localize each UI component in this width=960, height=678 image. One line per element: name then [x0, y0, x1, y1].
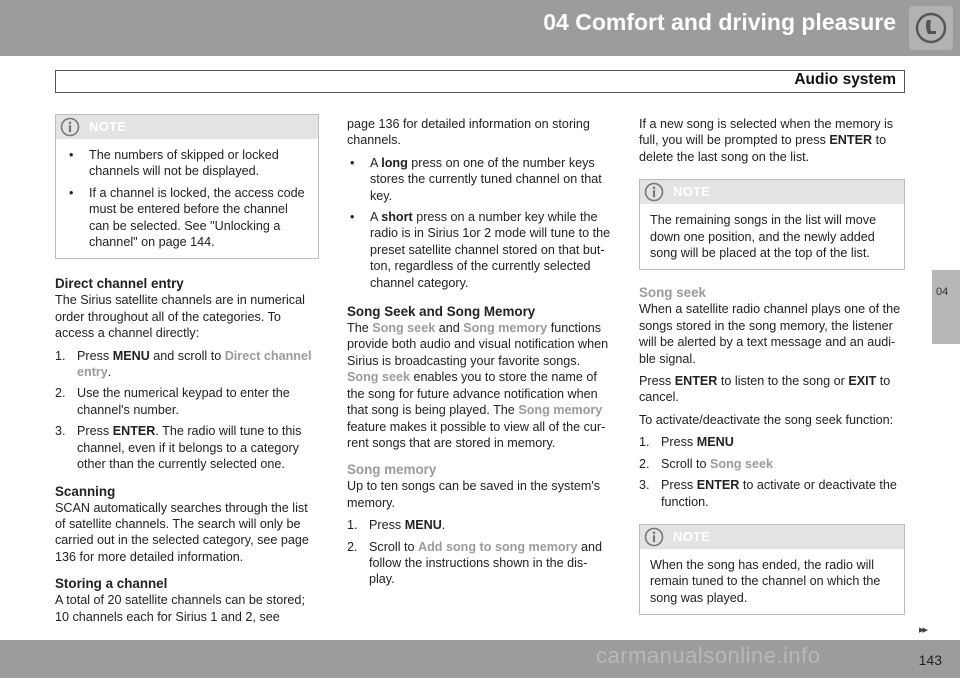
seat-icon: [909, 6, 953, 50]
step-item: 3. Press ENTER to activate or deactivate the function.: [639, 478, 897, 509]
paragraph: When a satellite radio channel plays one of the songs stored in the song memory, the listener will be alerted by a text message and an audi-ble signal.: [639, 302, 901, 366]
list-item: • If a channel is locked, the access code must be entered before the channel can be selected. See "Unlocking a channel" on page 144.: [69, 185, 305, 250]
paragraph: If a new song is selected when the memory is full, you will be prompted to press ENTER to delete the last song on the list.: [639, 117, 894, 164]
info-icon: [644, 527, 664, 547]
note-text: When the song has ended, the radio will remain tuned to the channel on which the song was played.: [650, 557, 881, 605]
column-1: [55, 114, 319, 631]
section-bar: [55, 70, 905, 93]
info-icon: [60, 117, 80, 137]
note-label: NOTE: [673, 528, 711, 544]
page-number: 143: [918, 652, 942, 668]
note-label: NOTE: [89, 119, 127, 134]
paragraph: The Song seek and Song memory functions provide both audio and visual notification when Sirius is broadcasting your favorite songs. Song seek enables you to store the name of the song for future advance notification when that song is being played. The Song memory feature makes it possible to view all of the cur-rent songs that are stored in memory.: [347, 321, 609, 450]
step-item: 2. Scroll to Add song to song memory and follow the instructions shown in the dis-play.: [347, 539, 603, 587]
paragraph: To activate/deactivate the song seek function:: [639, 412, 894, 427]
chapter-title: 04 Comfort and driving pleasure: [543, 9, 896, 35]
note-text: The remaining songs in the list will move down one position, and the newly added song will be placed at the top of the list.: [650, 213, 877, 261]
step-item: 1. Press MENU: [639, 435, 734, 450]
heading-song-seek-and-memory: Song Seek and Song Memory: [347, 304, 536, 320]
note-header: [56, 115, 318, 139]
watermark-text: carmanualsonline.info: [596, 643, 821, 668]
note-label: NOTE: [673, 184, 711, 200]
step-item: 1. Press MENU and scroll to Direct channel entry.: [55, 348, 312, 380]
paragraph: The Sirius satellite channels are in numerical order throughout all of the categories. To access a channel directly:: [55, 293, 305, 341]
paragraph: Press ENTER to listen to the song or EXIT to cancel.: [639, 374, 891, 405]
heading-scanning: Scanning: [55, 483, 116, 499]
list-item: • A long press on one of the number keys stores the currently tuned channel on that key.: [350, 155, 602, 203]
list-item: • The numbers of skipped or locked channels will not be displayed.: [69, 148, 279, 179]
column-3: [639, 116, 905, 615]
chapter-tab-label: 04: [936, 286, 949, 298]
note-header: [640, 180, 904, 204]
step-item: 2. Scroll to Song seek: [639, 456, 773, 471]
info-icon: [644, 182, 664, 202]
note-box: [639, 179, 905, 270]
heading-direct-channel-entry: Direct channel entry: [55, 276, 184, 292]
paragraph: SCAN automatically searches through the list of satellite channels. The search will only be carried out in the selected category, see page 136 for more detailed information.: [55, 500, 309, 564]
section-title: Audio system: [794, 71, 896, 88]
chapter-tab: [932, 270, 960, 344]
continue-arrows-icon: ▸▸: [919, 624, 927, 636]
heading-song-memory: Song memory: [347, 462, 437, 478]
note-box: [639, 524, 905, 615]
list-item: • A short press on a number key while the radio is in Sirius 1or 2 mode will tune to the preset satellite channel stored on that but-ton, regardless of the currently selected channel category.: [350, 210, 611, 290]
note-header: [640, 525, 904, 549]
step-item: 2. Use the numerical keypad to enter the channel's number.: [55, 386, 290, 417]
heading-song-seek: Song seek: [639, 285, 706, 301]
column-2: [347, 116, 613, 593]
paragraph: Up to ten songs can be saved in the system's memory.: [347, 479, 601, 510]
step-item: 3. Press ENTER. The radio will tune to this channel, even if it belongs to a category other than the currently selected one.: [55, 424, 302, 472]
heading-storing-a-channel: Storing a channel: [55, 576, 168, 592]
step-item: 1. Press MENU.: [347, 518, 446, 533]
chapter-header: [0, 0, 960, 56]
paragraph: page 136 for detailed information on storing channels.: [347, 117, 590, 148]
note-box: [55, 114, 319, 259]
paragraph: A total of 20 satellite channels can be stored; 10 channels each for Sirius 1 and 2, see: [55, 593, 305, 624]
